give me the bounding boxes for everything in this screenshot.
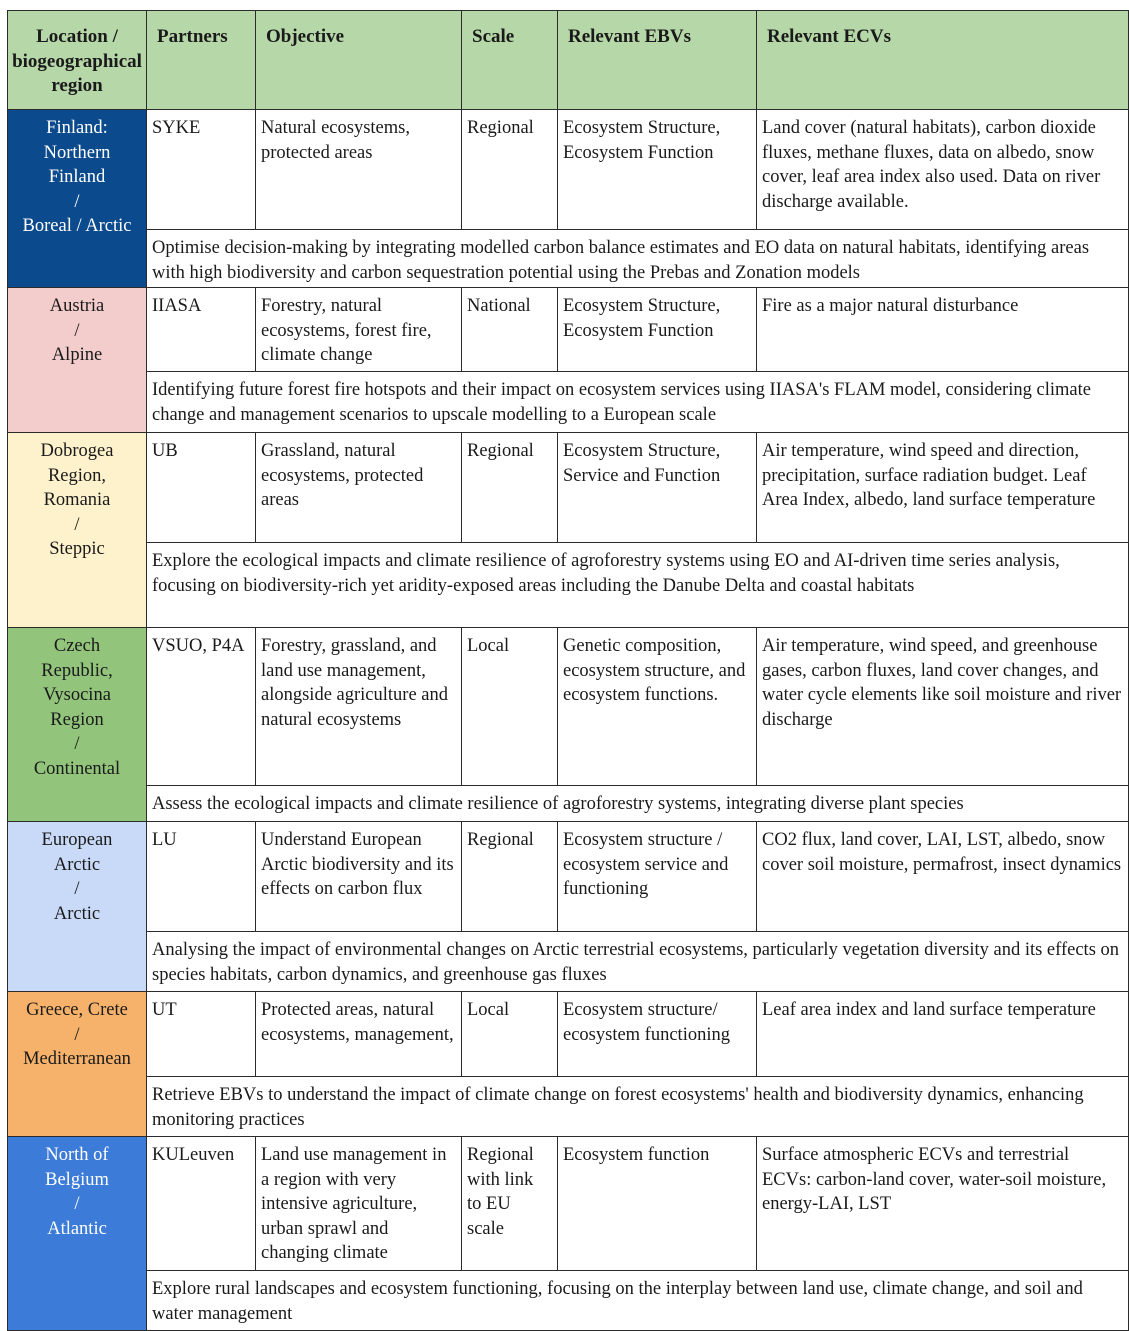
location-line: Region bbox=[50, 709, 104, 730]
ebvs-cell: Ecosystem structure/ ecosystem functioning bbox=[558, 992, 757, 1077]
ebvs-cell: Ecosystem function bbox=[558, 1137, 757, 1271]
description-cell: Explore the ecological impacts and climate resilience of agroforestry systems using EO and AI-driven time series analysis, focusing on biodiversity-rich yet aridity-exposed areas including the Danube Delta and coastal habitats bbox=[147, 543, 1129, 628]
description-row bbox=[8, 543, 1129, 628]
objective-cell: Protected areas, natural ecosystems, management, bbox=[256, 992, 462, 1077]
ecvs-cell: Surface atmospheric ECVs and terrestrial ECVs: carbon-land cover, water-soil moisture, energy-LAI, LST bbox=[757, 1137, 1129, 1271]
header-location: Location / biogeographical region bbox=[8, 11, 147, 110]
location-line: Northern bbox=[43, 142, 111, 163]
header-ecvs: Relevant ECVs bbox=[757, 11, 1129, 110]
location-cell bbox=[8, 992, 147, 1137]
description-cell: Optimise decision-making by integrating modelled carbon balance estimates and EO data on natural habitats, identifying areas with high biodiversity and carbon sequestration potential using the Prebas and Zonation models bbox=[147, 230, 1129, 288]
partners-cell: UB bbox=[147, 433, 256, 543]
location-line: Finland bbox=[48, 167, 106, 187]
location-line: Greece, Crete bbox=[26, 1000, 128, 1020]
location-line: Vysocina bbox=[43, 685, 111, 705]
location-line: / bbox=[74, 514, 80, 535]
location-cell bbox=[8, 433, 147, 628]
ecvs-cell: Leaf area index and land surface temperature bbox=[757, 992, 1129, 1077]
partners-cell: IIASA bbox=[147, 288, 256, 372]
header-partners: Partners bbox=[147, 11, 256, 110]
location-line: Steppic bbox=[49, 539, 105, 559]
table-row bbox=[8, 288, 1129, 372]
description-cell: Explore rural landscapes and ecosystem functioning, focusing on the interplay between land use, climate change, and soil and water management bbox=[147, 1271, 1129, 1331]
location-line: Republic, bbox=[41, 660, 113, 681]
location-line: Continental bbox=[33, 758, 121, 779]
location-line: / bbox=[74, 320, 80, 341]
objective-cell: Forestry, grassland, and land use management, alongside agriculture and natural ecosystems bbox=[256, 628, 462, 786]
objective-cell: Land use management in a region with very intensive agriculture, urban sprawl and changing climate bbox=[256, 1137, 462, 1271]
table-row bbox=[8, 433, 1129, 543]
objective-cell: Grassland, natural ecosystems, protected areas bbox=[256, 433, 462, 543]
table-row bbox=[8, 628, 1129, 786]
header-ebvs: Relevant EBVs bbox=[558, 11, 757, 110]
objective-cell: Natural ecosystems, protected areas bbox=[256, 110, 462, 230]
location-line: / bbox=[74, 191, 80, 212]
partners-cell: SYKE bbox=[147, 110, 256, 230]
table-row bbox=[8, 992, 1129, 1077]
ebvs-cell: Genetic composition, ecosystem structure, and ecosystem functions. bbox=[558, 628, 757, 786]
location-line: European bbox=[41, 830, 113, 850]
description-row bbox=[8, 1077, 1129, 1137]
table-body bbox=[8, 110, 1129, 1331]
partners-cell: UT bbox=[147, 992, 256, 1077]
location-line: / bbox=[74, 1024, 80, 1045]
scale-cell: Regional with link to EU scale bbox=[462, 1137, 558, 1271]
description-row bbox=[8, 932, 1129, 992]
location-cell bbox=[8, 288, 147, 433]
description-cell: Identifying future forest fire hotspots and their impact on ecosystem services using IIASA's FLAM model, considering climate change and management scenarios to upscale modelling to a European scale bbox=[147, 372, 1129, 433]
scale-cell: Regional bbox=[462, 110, 558, 230]
description-row bbox=[8, 1271, 1129, 1331]
ecvs-cell: Air temperature, wind speed and direction, precipitation, surface radiation budget. Leaf Area Index, albedo, land surface temperature bbox=[757, 433, 1129, 543]
location-line: Region, bbox=[47, 465, 107, 486]
location-line: Czech bbox=[53, 636, 101, 656]
scale-cell: Regional bbox=[462, 433, 558, 543]
description-cell: Retrieve EBVs to understand the impact of climate change on forest ecosystems' health and biodiversity dynamics, enhancing monitoring practices bbox=[147, 1077, 1129, 1137]
ebvs-cell: Ecosystem Structure, Ecosystem Function bbox=[558, 110, 757, 230]
location-line: Romania bbox=[43, 490, 111, 510]
description-cell: Assess the ecological impacts and climate resilience of agroforestry systems, integrating diverse plant species bbox=[147, 786, 1129, 822]
location-line: / bbox=[74, 734, 80, 754]
location-line: Belgium bbox=[45, 1169, 109, 1190]
description-row bbox=[8, 372, 1129, 433]
location-cell bbox=[8, 110, 147, 288]
location-line: Arctic bbox=[53, 903, 101, 924]
description-cell: Analysing the impact of environmental changes on Arctic terrestrial ecosystems, particularly vegetation diversity and its effects on species habitats, carbon dynamics, and greenhouse gas fluxes bbox=[147, 932, 1129, 992]
location-line: Boreal / Arctic bbox=[22, 216, 132, 236]
ebvs-cell: Ecosystem Structure, Service and Function bbox=[558, 433, 757, 543]
case-study-table bbox=[7, 10, 1129, 1331]
ecvs-cell: Fire as a major natural disturbance bbox=[757, 288, 1129, 372]
ecvs-cell: CO2 flux, land cover, LAI, LST, albedo, snow cover soil moisture, permafrost, insect dynamics bbox=[757, 822, 1129, 932]
ecvs-cell: Air temperature, wind speed, and greenhouse gases, carbon fluxes, land cover changes, and water cycle elements like soil moisture and river discharge bbox=[757, 628, 1129, 786]
partners-cell: KULeuven bbox=[147, 1137, 256, 1271]
scale-cell: Local bbox=[462, 992, 558, 1077]
description-row bbox=[8, 786, 1129, 822]
location-cell bbox=[8, 628, 147, 822]
location-line: North of bbox=[45, 1145, 109, 1165]
location-line: Austria bbox=[49, 296, 105, 316]
scale-cell: National bbox=[462, 288, 558, 372]
location-line: / bbox=[74, 879, 80, 899]
location-line: Arctic bbox=[53, 854, 101, 875]
location-line: Alpine bbox=[51, 345, 103, 365]
ecvs-cell: Land cover (natural habitats), carbon dioxide fluxes, methane fluxes, data on albedo, snow cover, leaf area index also used. Data on river discharge available. bbox=[757, 110, 1129, 230]
location-line: / bbox=[74, 1194, 80, 1214]
ebvs-cell: Ecosystem structure / ecosystem service and functioning bbox=[558, 822, 757, 932]
location-line: Dobrogea bbox=[40, 441, 114, 461]
location-cell bbox=[8, 822, 147, 992]
header-objective: Objective bbox=[256, 11, 462, 110]
location-line: Mediterranean bbox=[23, 1049, 131, 1069]
description-row bbox=[8, 230, 1129, 288]
location-cell bbox=[8, 1137, 147, 1331]
objective-cell: Forestry, natural ecosystems, forest fire, climate change bbox=[256, 288, 462, 372]
table-row bbox=[8, 1137, 1129, 1271]
location-line: Finland: bbox=[46, 118, 108, 138]
objective-cell: Understand European Arctic biodiversity and its effects on carbon flux bbox=[256, 822, 462, 932]
scale-cell: Local bbox=[462, 628, 558, 786]
header-scale: Scale bbox=[462, 11, 558, 110]
location-line: Atlantic bbox=[47, 1218, 107, 1239]
table-row bbox=[8, 822, 1129, 932]
ebvs-cell: Ecosystem Structure, Ecosystem Function bbox=[558, 288, 757, 372]
header-row bbox=[8, 11, 1129, 110]
partners-cell: LU bbox=[147, 822, 256, 932]
partners-cell: VSUO, P4A bbox=[147, 628, 256, 786]
scale-cell: Regional bbox=[462, 822, 558, 932]
table-row bbox=[8, 110, 1129, 230]
